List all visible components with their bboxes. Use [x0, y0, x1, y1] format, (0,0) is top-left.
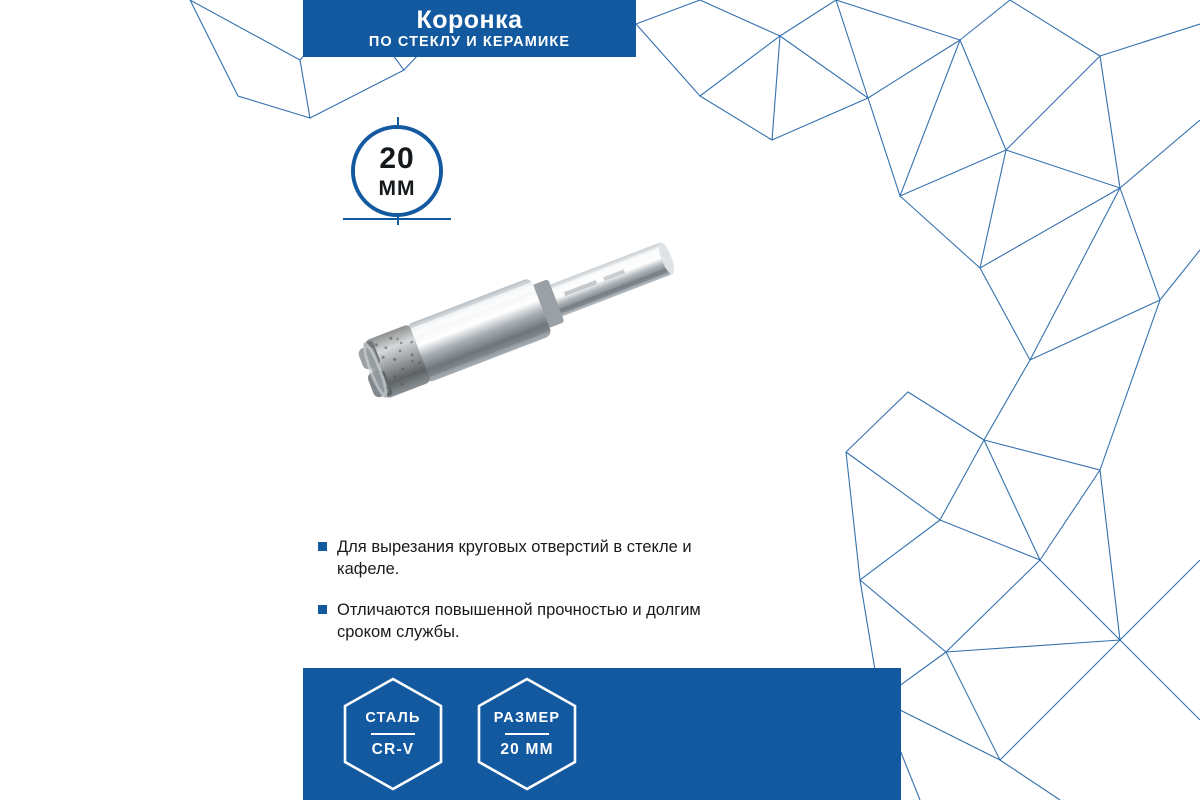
spec-hex-size: [475, 676, 579, 792]
banner-title-secondary: ПО СТЕКЛУ И КЕРАМИКЕ: [368, 34, 571, 51]
spec-divider: [371, 733, 415, 735]
feature-text: Отличаются повышенной прочностью и долгим сроком службы.: [337, 600, 701, 641]
spec-hex-material: [341, 676, 445, 792]
badge-size-unit: ММ: [378, 176, 416, 200]
feature-item: [318, 599, 748, 644]
size-badge: [343, 117, 451, 225]
product-image: [330, 225, 750, 425]
spec-hex-content: [341, 676, 445, 792]
banner-title-primary: Коронка: [416, 5, 523, 34]
badge-label: [343, 117, 451, 225]
spec-bar: [303, 668, 901, 800]
square-bullet-icon: [318, 542, 327, 551]
title-banner: [303, 0, 636, 57]
spec-divider: [505, 733, 549, 735]
feature-item: [318, 536, 748, 581]
square-bullet-icon: [318, 605, 327, 614]
spec-title: СТАЛЬ: [365, 709, 421, 726]
spec-hex-content: [475, 676, 579, 792]
feature-text: Для вырезания круговых отверстий в стекле и кафеле.: [337, 538, 692, 579]
features-list: [318, 536, 748, 661]
spec-value: 20 ММ: [500, 740, 554, 758]
spec-value: CR-V: [371, 740, 415, 758]
badge-size-value: 20: [379, 141, 415, 175]
spec-title: РАЗМЕР: [493, 709, 561, 726]
